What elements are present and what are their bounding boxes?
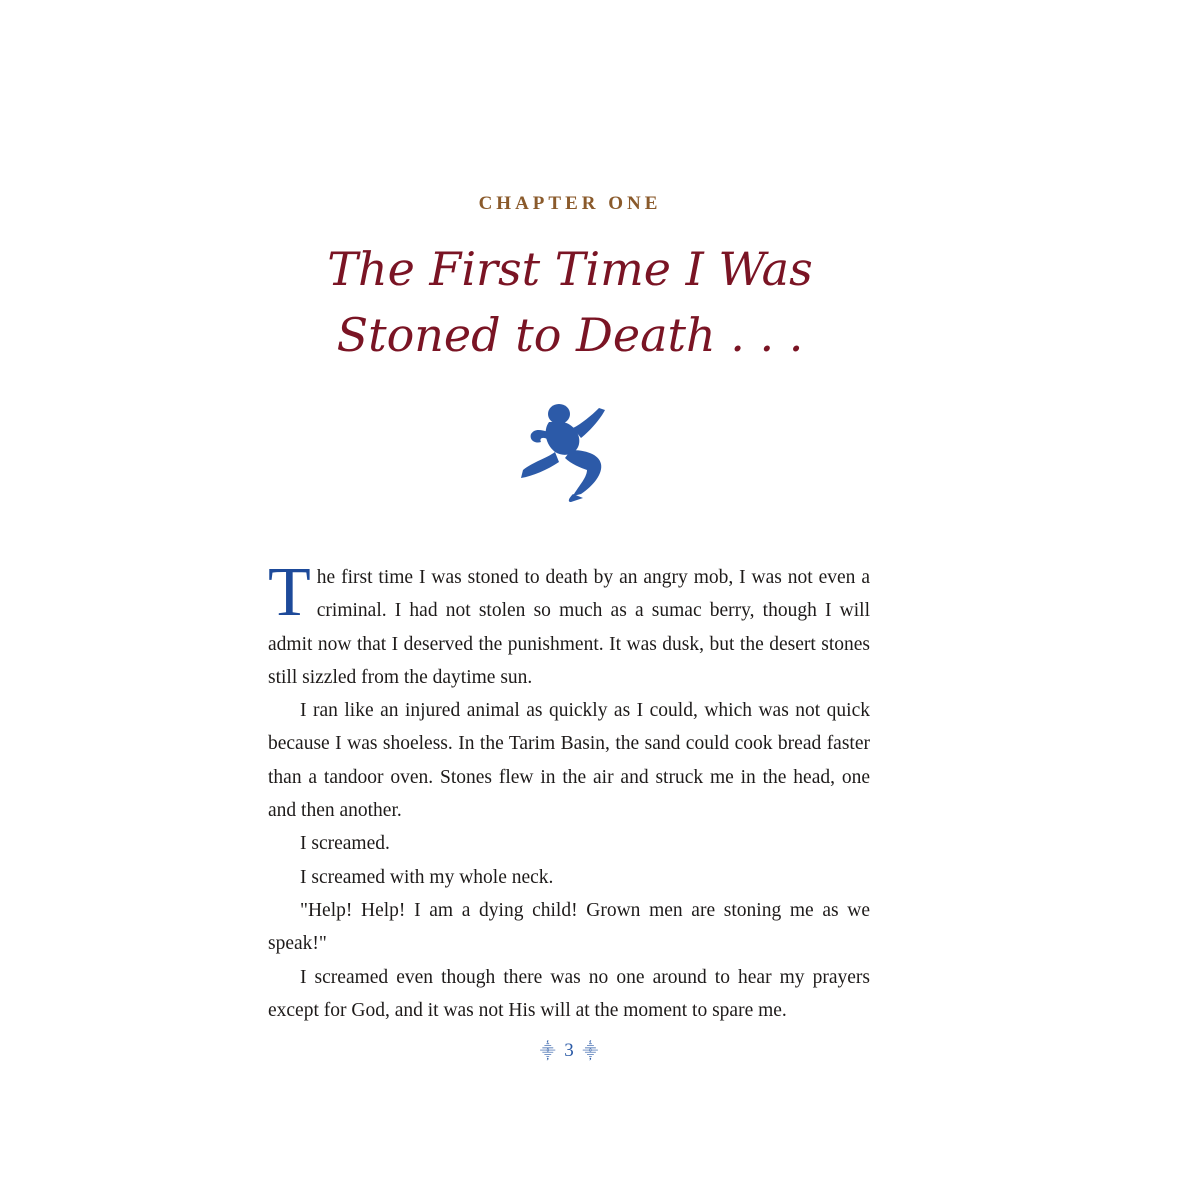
- paragraph-1-text: he first time I was stoned to death by an angry mob, I was not even a criminal. I had not stolen so much as a sumac berry, though I will admit now that I deserved the punishment. It was dusk, but the desert stones still sizzled from the daytime sun.: [268, 567, 870, 688]
- folio-left-ornament-icon: ⸎: [539, 1044, 558, 1060]
- page-folio: [0, 1040, 1140, 1062]
- body-text: [268, 554, 870, 1027]
- paragraph-4: I screamed with my whole neck.: [300, 866, 554, 888]
- chapter-title-line-1: The First Time I Was: [327, 242, 813, 296]
- paragraph-1: [268, 554, 870, 694]
- paragraph-2: I ran like an injured animal as quickly as I could, which was not quick because I was shoeless. In the Tarim Basin, the sand could cook bread faster than a tandoor oven. Stones flew in the air and struck me in the head, one and then another.: [268, 700, 870, 822]
- drop-cap: T: [268, 554, 311, 631]
- paragraph-6: I screamed even though there was no one around to hear my prayers except for God, and it was not His will at the moment to spare me.: [268, 966, 870, 1021]
- page-number: 3: [564, 1040, 576, 1061]
- chapter-title: [0, 236, 1140, 368]
- paragraph-5: "Help! Help! I am a dying child! Grown men are stoning me as we speak!": [268, 899, 870, 955]
- paragraph-3: I screamed.: [300, 833, 390, 855]
- chapter-label: CHAPTER ONE: [478, 193, 662, 214]
- jumping-figure-icon: [515, 398, 619, 502]
- chapter-title-line-2: Stoned to Death . . .: [336, 308, 804, 362]
- folio-right-ornament-icon: ⸎: [582, 1044, 601, 1060]
